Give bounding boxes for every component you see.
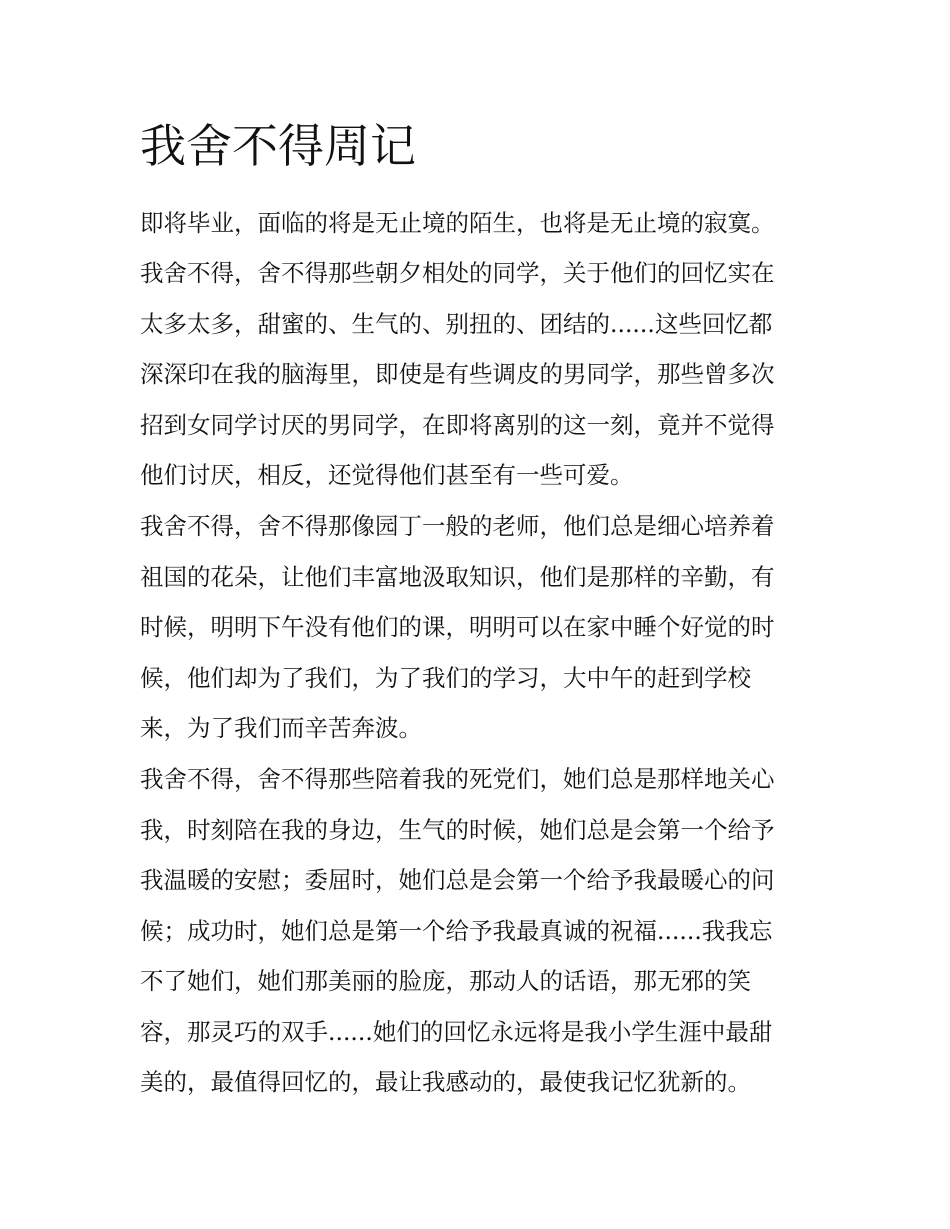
- text-line: 候；成功时，她们总是第一个给予我最真诚的祝福......我我忘: [140, 917, 773, 945]
- text-line: 我舍不得，舍不得那些朝夕相处的同学，关于他们的回忆实在: [140, 259, 775, 287]
- text-line: 我舍不得，舍不得那像园丁一般的老师，他们总是细心培养着: [140, 512, 775, 540]
- page-title: 我舍不得周记: [140, 119, 416, 173]
- text-line: 他们讨厌，相反，还觉得他们甚至有一些可爱。: [140, 461, 634, 489]
- text-line: 时候，明明下午没有他们的课，明明可以在家中睡个好觉的时: [140, 613, 775, 641]
- text-line: 我，时刻陪在我的身边，生气的时候，她们总是会第一个给予: [140, 816, 775, 844]
- text-line: 即将毕业，面临的将是无止境的陌生，也将是无止境的寂寞。: [140, 209, 775, 237]
- text-line: 候，他们却为了我们，为了我们的学习，大中午的赶到学校: [140, 664, 751, 692]
- text-line: 招到女同学讨厌的男同学，在即将离别的这一刻，竟并不觉得: [140, 411, 775, 439]
- text-line: 祖国的花朵，让他们丰富地汲取知识，他们是那样的辛勤，有: [140, 563, 775, 591]
- text-line: 我舍不得，舍不得那些陪着我的死党们，她们总是那样地关心: [140, 765, 775, 793]
- text-line: 容，那灵巧的双手......她们的回忆永远将是我小学生涯中最甜: [140, 1018, 773, 1046]
- text-line: 我温暖的安慰；委屈时，她们总是会第一个给予我最暖心的问: [140, 866, 775, 894]
- text-line: 来，为了我们而辛苦奔波。: [140, 714, 422, 742]
- text-line: 深深印在我的脑海里，即使是有些调皮的男同学，那些曾多次: [140, 360, 775, 388]
- text-line: 太多太多，甜蜜的、生气的、别扭的、团结的......这些回忆都: [140, 310, 773, 338]
- text-line: 不了她们，她们那美丽的脸庞，那动人的话语，那无邪的笑: [140, 967, 751, 995]
- text-line: 美的，最值得回忆的，最让我感动的，最使我记忆犹新的。: [140, 1068, 751, 1096]
